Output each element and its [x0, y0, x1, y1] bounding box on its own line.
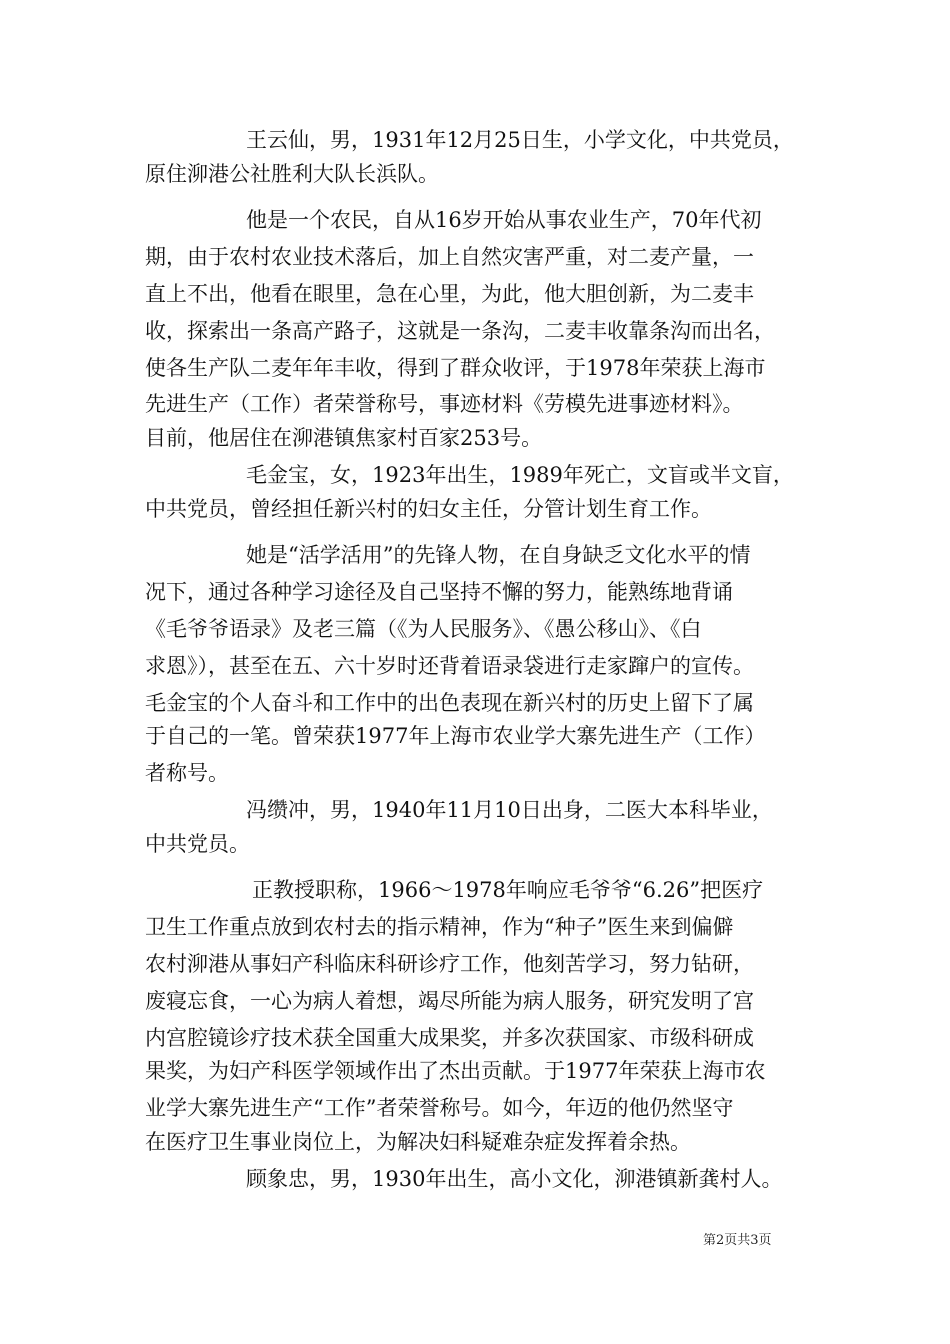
- text-line: 在医疗卫生事业岗位上，为解决妇科疑难杂症发挥着余热。: [145, 1130, 691, 1154]
- text-line: 他是一个农民，自从16岁开始从事农业生产，70年代初: [246, 208, 762, 232]
- text-line: 者称号。: [145, 761, 229, 785]
- text-line: 求恩》），甚至在五、六十岁时还背着语录袋进行走家蹿户的宣传。: [145, 654, 754, 678]
- text-line: 收，探索出一条高产路子，这就是一条沟，二麦丰收靠条沟而出名，: [145, 319, 775, 343]
- text-line: 顾象忠，男，1930年出生，高小文化，泖港镇新龚村人。: [246, 1167, 783, 1191]
- text-line: 内宫腔镜诊疗技术获全国重大成果奖，并多次获国家、市级科研成: [145, 1026, 754, 1050]
- text-line: 况下，通过各种学习途径及自己坚持不懈的努力，能熟练地背诵: [145, 580, 733, 604]
- text-line: 中共党员，曾经担任新兴村的妇女主任，分管计划生育工作。: [145, 497, 712, 521]
- text-line: 中共党员。: [145, 832, 250, 856]
- text-line: 原住泖港公社胜利大队长浜队。: [145, 162, 439, 186]
- text-line: 废寝忘食，一心为病人着想，竭尽所能为病人服务，研究发明了宫: [145, 989, 754, 1013]
- text-line: 先进生产（工作）者荣誉称号，事迹材料《劳模先进事迹材料》。: [145, 392, 744, 416]
- text-line: 卫生工作重点放到农村去的指示精神，作为“种子”医生来到偏僻: [145, 915, 734, 939]
- text-line: 目前，他居住在泖港镇焦家村百家253号。: [145, 426, 543, 450]
- text-line: 果奖，为妇产科医学领域作出了杰出贡献。于1977年荣获上海市农: [145, 1059, 766, 1083]
- page-number: 第2页共3页: [703, 1233, 772, 1248]
- text-line: 使各生产队二麦年年丰收，得到了群众收评，于1978年荣获上海市: [145, 356, 766, 380]
- text-line: 直上不出，他看在眼里，急在心里，为此，他大胆创新，为二麦丰: [145, 282, 754, 306]
- text-line: 她是“活学活用”的先锋人物，在自身缺乏文化水平的情: [246, 543, 751, 567]
- text-line: 业学大寨先进生产“工作”者荣誉称号。如今，年迈的他仍然坚守: [145, 1096, 734, 1120]
- text-line: 毛金宝，女，1923年出生，1989年死亡，文盲或半文盲，: [246, 463, 794, 487]
- text-line: 冯缵冲，男，1940年11月10日出身，二医大本科毕业，: [246, 798, 773, 822]
- text-line: 王云仙，男，1931年12月25日生，小学文化，中共党员，: [246, 128, 794, 152]
- text-line: 《毛爷爷语录》及老三篇（《为人民服务》、《愚公移山》、《白: [145, 617, 702, 641]
- text-line: 于自己的一笔。曾荣获1977年上海市农业学大寨先进生产（工作）: [145, 724, 766, 748]
- text-line: 正教授职称，1966～1978年响应毛爷爷“6.26”把医疗: [252, 878, 764, 902]
- text-line: 毛金宝的个人奋斗和工作中的出色表现在新兴村的历史上留下了属: [145, 691, 754, 715]
- text-line: 农村泖港从事妇产科临床科研诊疗工作，他刻苦学习，努力钻研，: [145, 952, 754, 976]
- text-line: 期，由于农村农业技术落后，加上自然灾害严重，对二麦产量，一: [145, 245, 754, 269]
